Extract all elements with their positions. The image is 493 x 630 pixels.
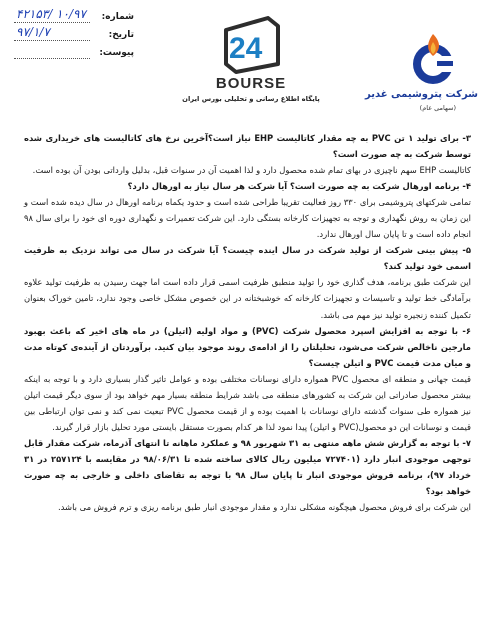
answer-4: تمامی شرکتهای پتروشیمی برای ۳۳۰ روز فعالیت تقریبا طراحی شده است و حدود یکماه برنامه اورهال در سال دیده شده است و این زمان به روش نگهداری و توجه به تجهیزات کارخانه بستگی دارد. این شرکت تعمیرات و نگهداری دوره ای خود را برای سال ۹۸ انجام داده است و تا پایان سال اورهال ندارد.: [24, 197, 472, 240]
attachment-label: پیوست:: [99, 48, 134, 58]
date-row: [14, 25, 134, 46]
answer-7: این شرکت برای فروش محصول هیچگونه مشکلی ندارد و مقدار موجودی انبار طبق برنامه ریزی و ترم فروش می باشد.: [58, 502, 471, 513]
attachment-row: [14, 46, 134, 64]
question-7: ۷- با توجه به گزارش شش ماهه منتهی به ۳۱ شهریور ۹۸ و عملکرد ماهانه تا انتهای آذرماه، شرکت مقدار قابل توجهی موجودی انبار دارد (۷۲۷۴۰۱ میلیون ریال کالای ساخته شده تا ۹۸/۰۶/۳۱ در مقایسه با ۲۵۷۱۲۴ در ۳۱ خرداد ۹۷)، برنامه فروش موجودی انبار تا پایان سال ۹۸ با توجه به تقاضای داخلی و خارجی به چه صورت خواهد بود؟: [23, 437, 471, 497]
date-value: ۹۷/۱/۷: [16, 25, 50, 39]
company-type: (سهامی عام): [419, 104, 456, 112]
letter-meta: [14, 7, 134, 64]
company-name: شرکت پتروشیمی غدیر: [364, 89, 478, 100]
question-4: ۴- برنامه اورهال شرکت به چه صورت است؟ آیا شرکت هر سال نیاز به اورهال دارد؟: [127, 181, 471, 192]
bourse-24-logo-icon: [216, 14, 286, 74]
date-line: [14, 40, 90, 41]
number-line: [14, 22, 90, 23]
ghadir-logo-block: [362, 30, 480, 114]
number-label: شماره:: [101, 12, 134, 22]
answer-6: قیمت جهانی و منطقه ای محصول PVC همواره دارای نوسانات مختلفی بوده و عوامل تاثیر گذار بسیاری دارد و با توجه به اینکه بیشتر محصول صادراتی این شرکت به کشورهای منطقه می باشد شرایط منطقه بسیار مهم خواهد بود از سوی دیگر قیمت اتیلن نیز همواره طی سنوات گذشته دارای نوسانات با اهمیت بوده و از قیمت محصول PVC تبعیت نمی کند و نمی توان ارتباطی بین قیمت و نوسانات این دو محصول(PVC و اتیلن) پیدا نمود لذا هر کدام بصورت مستقل بایستی مورد تحلیل بازار قرار گیرند.: [24, 373, 471, 432]
answer-3: کاتالیست EHP سهم ناچیزی در بهای تمام شده محصول دارد و لذا اهمیت آن در سنوات قبل، بدلیل وارداتی بودن آن بوده است.: [32, 165, 471, 176]
number-value: ۴۲۱۵۳/ ۱۰/۹۷: [16, 7, 86, 21]
bourse-wordmark: BOURSE: [215, 75, 287, 92]
answer-5: این شرکت طبق برنامه، هدف گذاری خود را تولید منطبق ظرفیت اسمی قرار داده است اما جهت رسیدن به ظرفیت تولید علاوه برآمادگی خط تولید و تاسیسات و تجهیزات کارخانه که خوشبختانه در این خصوص مشکل خاصی وجود ندارد، تامین خوراک بعنوان تکمیل کننده زنجیره تولید نیز مهم می باشد.: [24, 277, 471, 320]
bourse-logo-block: [176, 14, 326, 114]
attachment-line: [14, 58, 90, 59]
question-6: ۶- با توجه به افزایش اسپرد محصول شرکت (PVC) و مواد اولیه (اتیلن) در ماه های اخیر که باعث بهبود مارجین ناخالص شرکت می‌شود، تحلیلتان را از ادامه‌ی روند موجود بیان کنید. برآوردتان از آینده‌ی کوتاه مدت و میان مدت قیمت PVC و اتیلن چیست؟: [24, 325, 471, 368]
svg-text:24: 24: [229, 32, 263, 65]
letterhead: [0, 0, 493, 128]
bourse-subtitle: پایگاه اطلاع رسانی و تحلیلی بورس ایران: [182, 95, 320, 103]
letter-body: [24, 130, 471, 515]
date-label: تاریخ:: [108, 30, 134, 40]
question-3: ۳- برای تولید ۱ تن PVC به چه مقدار کاتالیست EHP نیاز است؟آخرین نرخ های کاتالیست های خریداری شده توسط شرکت به چه صورت است؟: [24, 133, 472, 160]
question-5: ۵- پیش بینی شرکت از تولید شرکت در سال اینده چیست؟ آیا شرکت در سال می تواند نزدیک به ظرفیت اسمی خود تولید کند؟: [24, 245, 471, 272]
ghadir-flame-logo-icon: [411, 30, 457, 86]
